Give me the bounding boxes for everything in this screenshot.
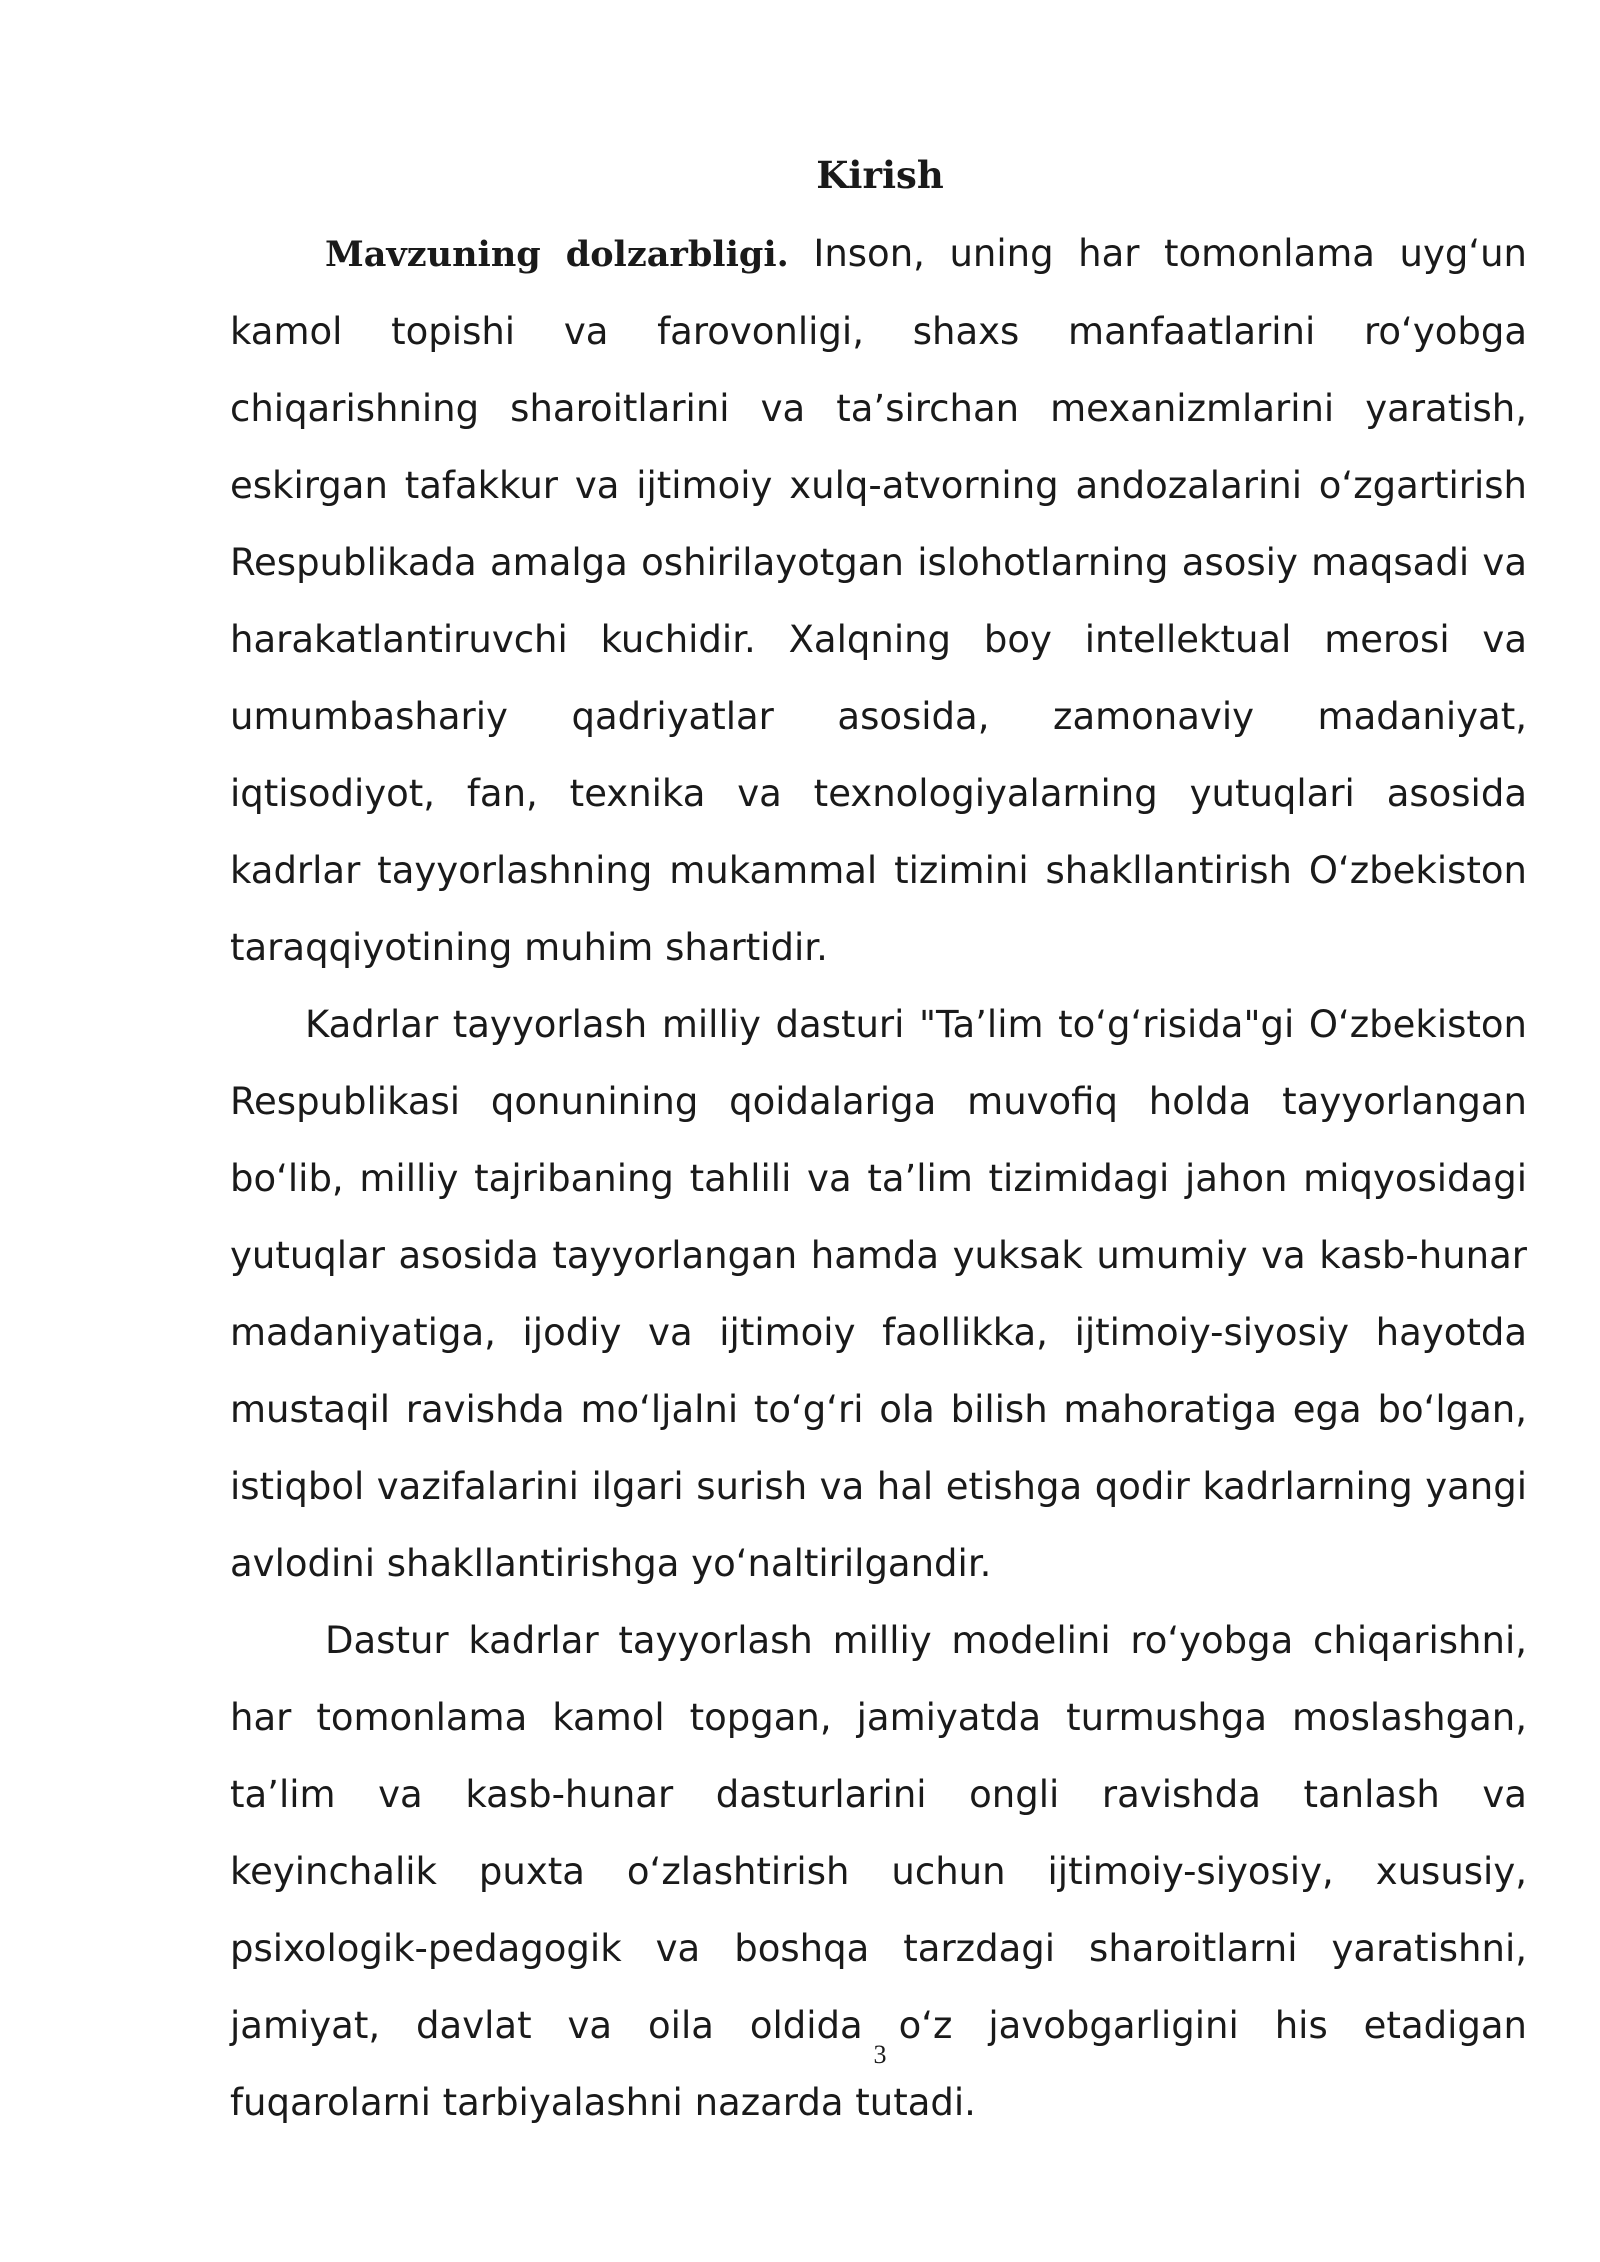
paragraph-1-text: Inson, uning har tomonlama uygʻun kamol topishi va farovonligi, shaxs manfaatlarini roʻyobga chiqarishning sharoitlarini va taʼsirchan mexanizmlarini yaratish, eskirgan tafakkur va ijtimoiy xulq-atvorning andozalarini oʻzgartirish Respublikada amalga oshirilayotgan islohotlarning asosiy maqsadi va harakatlantiruvchi kuchidir. Xalqning boy intellektual merosi va umumbashariy qadriyatlar asosida, zamonaviy madaniyat, iqtisodiyot, fan, texnika va texnologiyalarning yutuqlari asosida kadrlar tayyorlashning mukammal tizimini shakllantirish Oʻzbekiston taraqqiyotining muhim shartidir. — [230, 232, 1528, 969]
section-heading: Kirish — [816, 153, 944, 197]
page-number: 3 — [873, 2040, 887, 2069]
paragraph-lead: Mavzuning dolzarbligi. — [325, 234, 789, 275]
paragraph-3: Dastur kadrlar tayyorlash milliy modelini roʻyobga chiqarishni, har tomonlama kamol topgan, jamiyatda turmushga moslashgan, taʼlim va kasb-hunar dasturlarini ongli ravishda tanlash va keyinchalik puxta oʻzlashtirish uchun ijtimoiy-siyosiy, xususiy, psixologik-pedagogik va boshqa tarzdagi sharoitlarni yaratishni, jamiyat, davlat va oila oldida oʻz javobgarligini his etadigan fuqarolarni tarbiyalashni nazarda tutadi. — [230, 1619, 1527, 2124]
paragraph-2: Kadrlar tayyorlash milliy dasturi "Taʼlim toʻgʻrisida"gi Oʻzbekiston Respublikasi qonunining qoidalariga muvofiq holda tayyorlangan boʻlib, milliy tajribaning tahlili va taʼlim tizimidagi jahon miqyosidagi yutuqlar asosida tayyorlangan hamda yuksak umumiy va kasb-hunar madaniyatiga, ijodiy va ijtimoiy faollikka, ijtimoiy-siyosiy hayotda mustaqil ravishda moʻljalni toʻgʻri ola bilish mahoratiga ega boʻlgan, istiqbol vazifalarini ilgari surish va hal etishga qodir kadrlarning yangi avlodini shakllantirishga yoʻnaltirilgandir. — [230, 1003, 1527, 1585]
paragraph-1 — [230, 215, 1527, 986]
body-text — [230, 215, 1527, 2141]
